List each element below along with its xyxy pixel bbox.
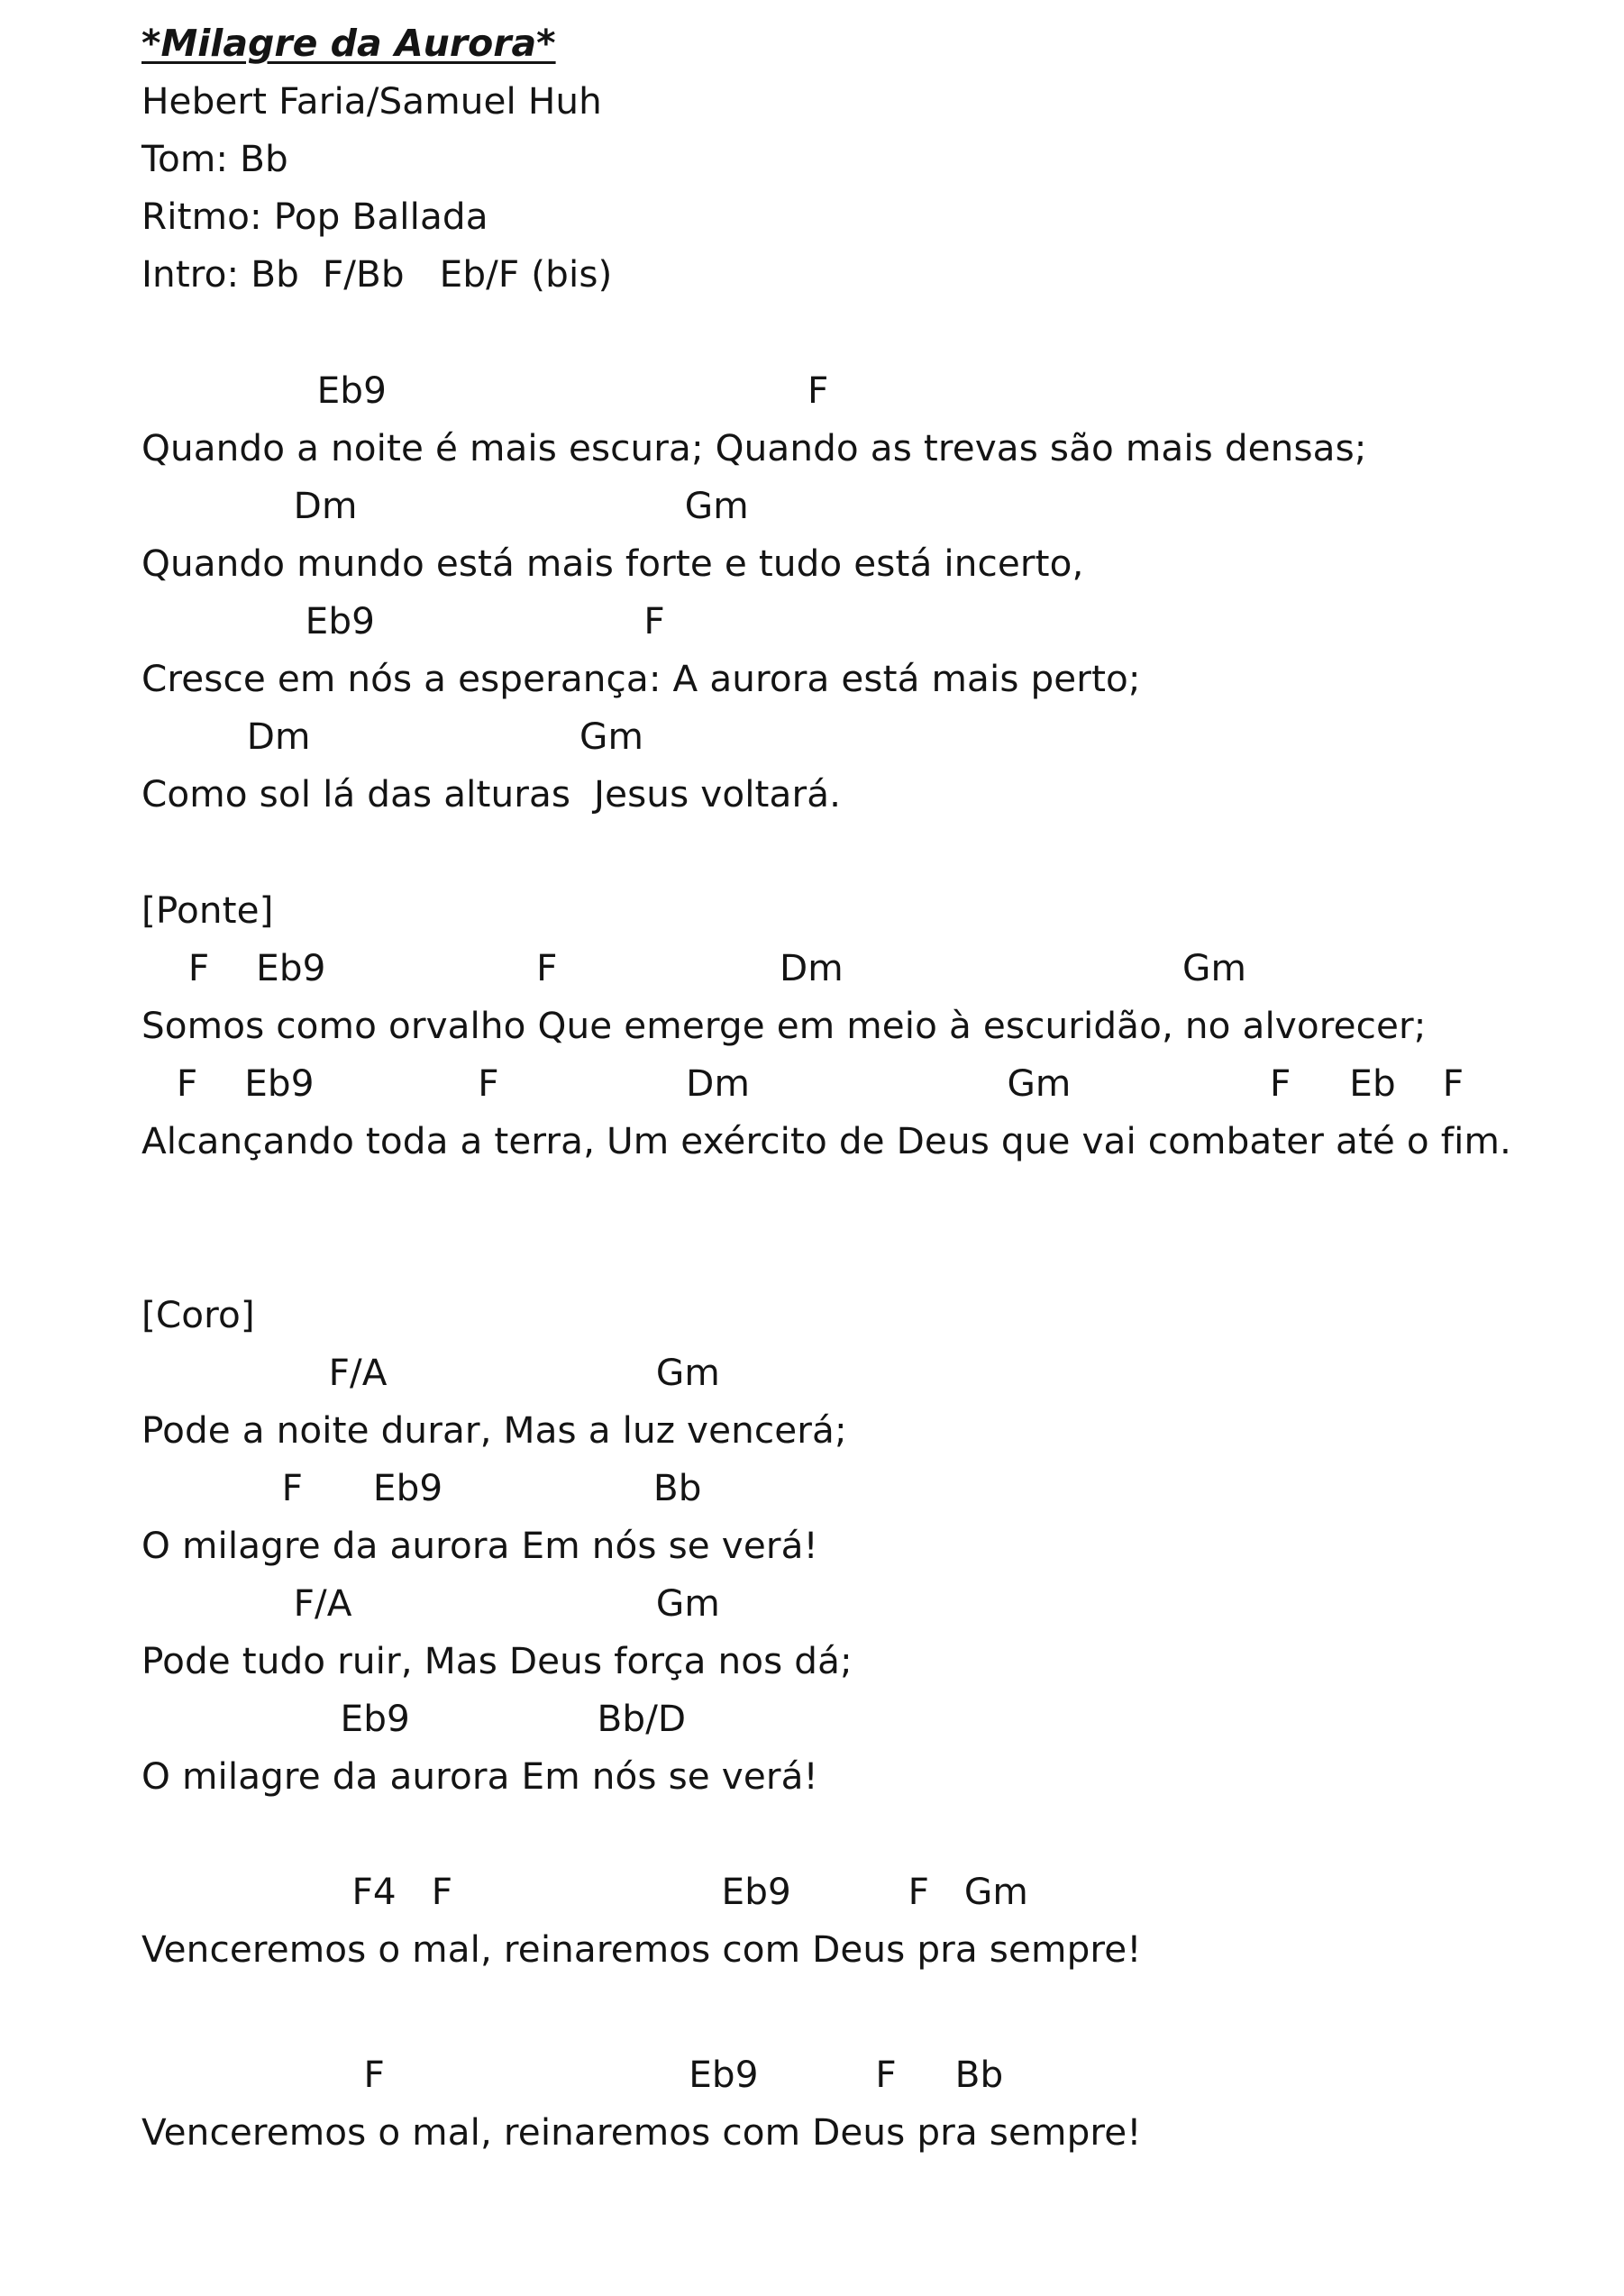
chorus-chords-3: F/A Gm (141, 1581, 720, 1625)
verse-lyric-3: Cresce em nós a esperança: A aurora está mais perto; (141, 657, 1141, 700)
ending-lyric-2: Venceremos o mal, reinaremos com Deus pra sempre! (141, 2110, 1142, 2154)
verse-chords-2: Dm Gm (141, 484, 749, 527)
bridge-chords-2: F Eb9 F Dm Gm F Eb F (141, 1061, 1464, 1105)
verse-lyric-2: Quando mundo está mais forte e tudo está incerto, (141, 542, 1084, 585)
verse-lyric-1: Quando a noite é mais escura; Quando as trevas são mais densas; (141, 426, 1367, 469)
chorus-label: [Coro] (141, 1293, 255, 1336)
chorus-lyric-1: Pode a noite durar, Mas a luz vencerá; (141, 1408, 847, 1452)
bridge-chords-1: F Eb9 F Dm Gm (141, 946, 1247, 989)
ending-lyric-1: Venceremos o mal, reinaremos com Deus pra sempre! (141, 1927, 1142, 1971)
song-intro: Intro: Bb F/Bb Eb/F (bis) (141, 252, 613, 296)
bridge-lyric-2: Alcançando toda a terra, Um exército de Deus que vai combater até o fim. (141, 1119, 1511, 1162)
verse-chords-1: Eb9 F (141, 369, 829, 412)
song-key: Tom: Bb (141, 137, 288, 180)
chorus-lyric-3: Pode tudo ruir, Mas Deus força nos dá; (141, 1639, 853, 1682)
bridge-lyric-1: Somos como orvalho Que emerge em meio à escuridão, no alvorecer; (141, 1004, 1427, 1047)
verse-chords-4: Dm Gm (141, 715, 644, 758)
song-title: *Milagre da Aurora* (141, 22, 556, 65)
verse-chords-3: Eb9 F (141, 599, 665, 642)
verse-lyric-4: Como sol lá das alturas Jesus voltará. (141, 772, 842, 815)
ending-chords-2: F Eb9 F Bb (141, 2053, 1004, 2096)
chorus-chords-1: F/A Gm (141, 1351, 720, 1394)
chorus-chords-2: F Eb9 Bb (141, 1466, 702, 1509)
ending-chords-1: F4 F Eb9 F Gm (141, 1870, 1028, 1913)
song-authors: Hebert Faria/Samuel Huh (141, 79, 602, 123)
chorus-lyric-2: O milagre da aurora Em nós se verá! (141, 1524, 818, 1567)
chorus-chords-4: Eb9 Bb/D (141, 1697, 687, 1740)
song-rhythm: Ritmo: Pop Ballada (141, 195, 488, 238)
chorus-lyric-4: O milagre da aurora Em nós se verá! (141, 1754, 818, 1798)
bridge-label: [Ponte] (141, 888, 274, 932)
